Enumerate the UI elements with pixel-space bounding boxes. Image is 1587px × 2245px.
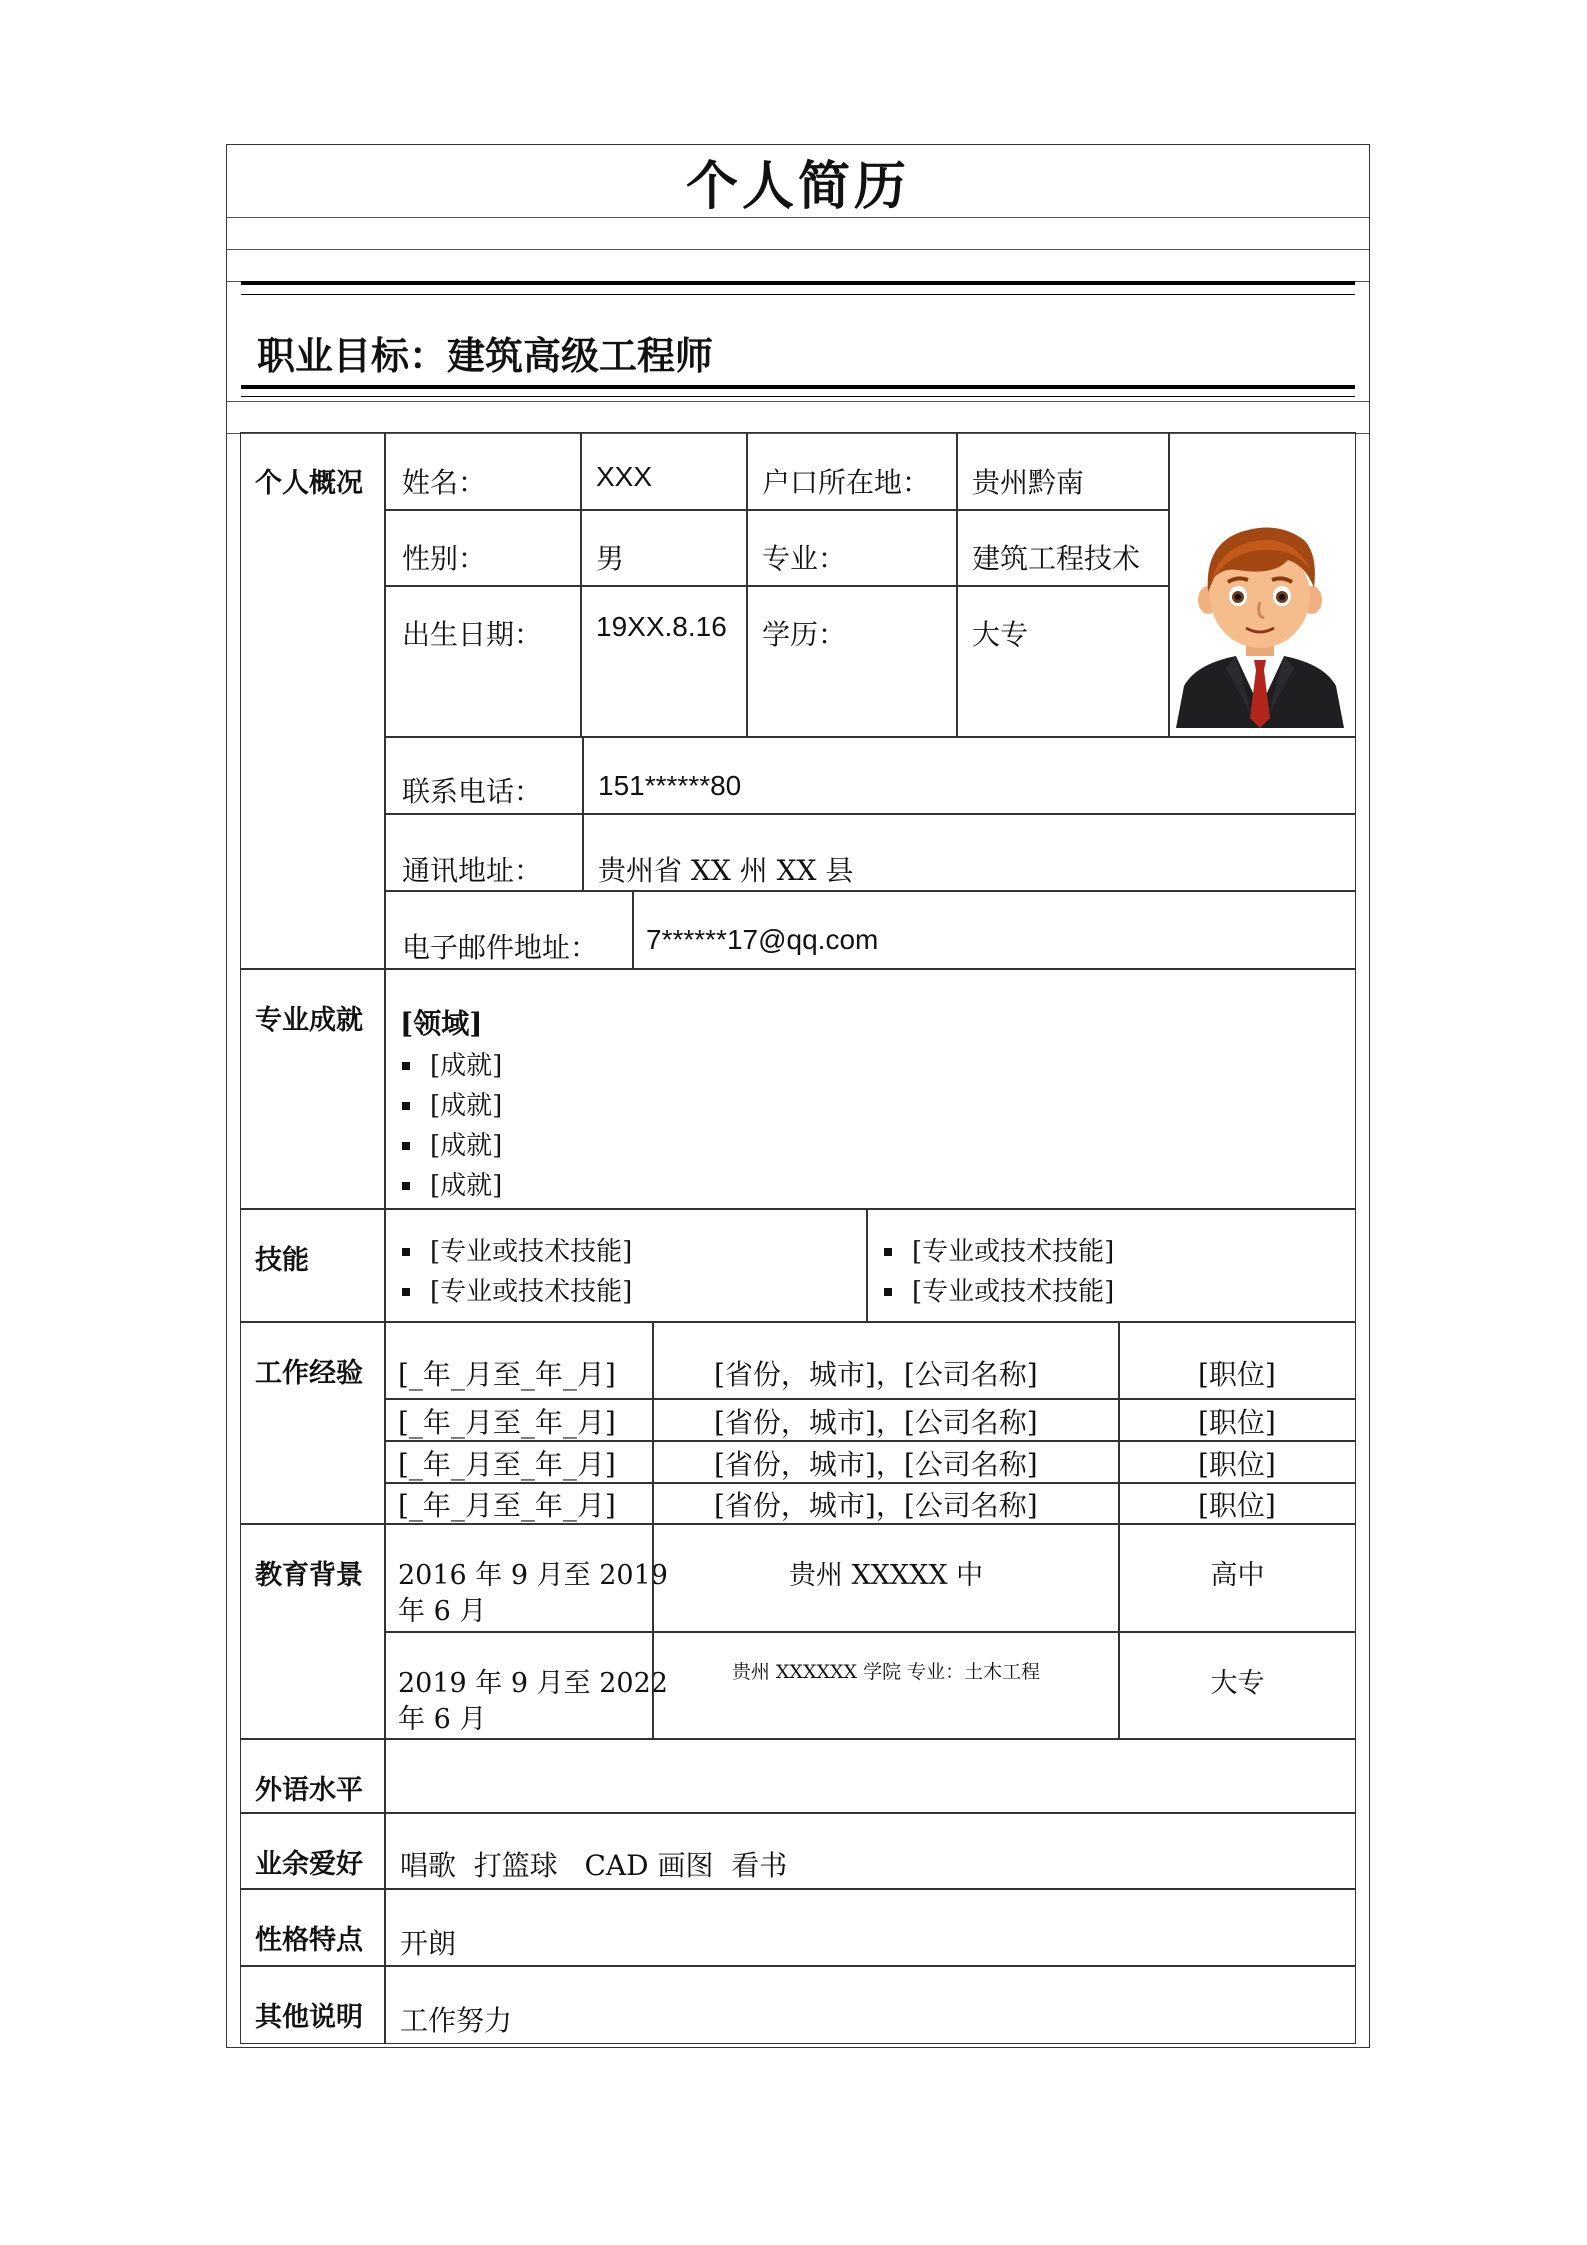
gender-label: 性别： bbox=[402, 542, 487, 575]
work-position: [职位] bbox=[1198, 1358, 1276, 1391]
work-company-cell bbox=[653, 1322, 1119, 1399]
section-label-achievements: 专业成就 bbox=[240, 969, 385, 1209]
work-position-cell bbox=[1119, 1483, 1356, 1524]
skill-item: [专业或技术技能] bbox=[882, 1272, 1114, 1312]
divider bbox=[227, 217, 1369, 218]
work-company: [省份，城市]，[公司名称] bbox=[714, 1489, 1038, 1522]
work-period-cell bbox=[385, 1441, 653, 1483]
work-position: [职位] bbox=[1198, 1489, 1276, 1522]
other-value: 工作努力 bbox=[400, 2004, 513, 2037]
birth-value: 19XX.8.16 bbox=[596, 611, 727, 642]
hobbies-value: 唱歌 打篮球 CAD 画图 看书 bbox=[400, 1849, 788, 1882]
name-label-cell bbox=[385, 432, 581, 510]
education-period-cell bbox=[385, 1524, 668, 1632]
phone-label-cell bbox=[385, 737, 583, 814]
degree-label-cell bbox=[747, 586, 957, 737]
work-period-cell bbox=[385, 1322, 653, 1399]
work-company-cell bbox=[653, 1399, 1119, 1441]
skill-item: [专业或技术技能] bbox=[400, 1232, 632, 1272]
personality-value-cell bbox=[385, 1889, 1356, 1966]
major-label-cell bbox=[747, 510, 957, 586]
phone-label: 联系电话： bbox=[402, 775, 543, 808]
section-label-language: 外语水平 bbox=[240, 1739, 385, 1813]
name-label: 姓名： bbox=[402, 466, 487, 499]
heading-rule bbox=[241, 396, 1355, 397]
work-period: [_年_月至_年_月] bbox=[398, 1358, 616, 1391]
education-school: 贵州 XXXXX 中 bbox=[788, 1560, 984, 1591]
resume-table bbox=[240, 432, 1356, 2045]
address-value-cell bbox=[583, 814, 1356, 891]
section-label-profile: 个人概况 bbox=[240, 432, 385, 969]
email-value: 7******17@qq.com bbox=[646, 924, 879, 955]
gender-value: 男 bbox=[596, 542, 625, 575]
degree-value-cell bbox=[957, 586, 1169, 737]
name-value: XXX bbox=[596, 461, 653, 492]
education-level: 高中 bbox=[1210, 1560, 1265, 1591]
achievement-item: [成就] bbox=[400, 1166, 502, 1206]
achievements-cell bbox=[385, 969, 1356, 1209]
education-period-line1: 2019 年 9 月至 2022 bbox=[398, 1668, 668, 1699]
skills-left-list bbox=[400, 1232, 632, 1312]
resume-title: 个人简历 bbox=[685, 156, 910, 217]
hukou-label: 户口所在地： bbox=[762, 466, 931, 499]
degree-value: 大专 bbox=[972, 618, 1029, 651]
birth-label: 出生日期： bbox=[402, 618, 543, 651]
work-company: [省份，城市]，[公司名称] bbox=[714, 1406, 1038, 1439]
address-value: 贵州省 XX 州 XX 县 bbox=[598, 854, 854, 887]
section-label-personality: 性格特点 bbox=[240, 1889, 385, 1966]
hukou-value-cell bbox=[957, 432, 1169, 510]
phone-value-cell bbox=[583, 737, 1356, 814]
major-value-cell bbox=[957, 510, 1169, 586]
skills-right-cell bbox=[867, 1209, 1356, 1322]
objective-value: 建筑高级工程师 bbox=[447, 334, 714, 378]
personality-value: 开朗 bbox=[400, 1927, 457, 1960]
skill-item: [专业或技术技能] bbox=[400, 1272, 632, 1312]
heading-rule bbox=[241, 294, 1355, 295]
education-school: 贵州 XXXXXX 学院 专业：土木工程 bbox=[731, 1661, 1041, 1683]
hukou-label-cell bbox=[747, 432, 957, 510]
education-level: 大专 bbox=[1210, 1668, 1265, 1699]
section-label-education: 教育背景 bbox=[240, 1524, 385, 1739]
name-value-cell bbox=[581, 432, 747, 510]
achievement-item: [成就] bbox=[400, 1046, 502, 1086]
work-position: [职位] bbox=[1198, 1406, 1276, 1439]
work-period-cell bbox=[385, 1483, 653, 1524]
section-label-work: 工作经验 bbox=[240, 1322, 385, 1524]
work-position: [职位] bbox=[1198, 1448, 1276, 1481]
major-label: 专业： bbox=[762, 542, 847, 575]
education-period-line1: 2016 年 9 月至 2019 bbox=[398, 1560, 668, 1591]
phone-value: 151******80 bbox=[598, 770, 742, 801]
heading-rule bbox=[241, 281, 1355, 285]
hukou-value: 贵州黔南 bbox=[972, 466, 1085, 499]
education-school-cell bbox=[653, 1524, 1119, 1632]
work-company-cell bbox=[653, 1483, 1119, 1524]
education-level-cell bbox=[1119, 1632, 1356, 1739]
hobbies-value-cell bbox=[385, 1813, 1356, 1889]
achievement-field: [领域] bbox=[400, 1007, 483, 1040]
work-company: [省份，城市]，[公司名称] bbox=[714, 1358, 1038, 1391]
achievement-item: [成就] bbox=[400, 1086, 502, 1126]
career-objective bbox=[257, 325, 713, 380]
gender-label-cell bbox=[385, 510, 581, 586]
education-period-line2: 年 6 月 bbox=[398, 1596, 487, 1627]
birth-label-cell bbox=[385, 586, 581, 737]
skill-item: [专业或技术技能] bbox=[882, 1232, 1114, 1272]
work-company: [省份，城市]，[公司名称] bbox=[714, 1448, 1038, 1481]
skills-right-list bbox=[882, 1232, 1114, 1312]
section-label-skills: 技能 bbox=[240, 1209, 385, 1322]
language-value-cell bbox=[385, 1739, 1356, 1813]
heading-rule bbox=[241, 385, 1355, 389]
work-period: [_年_月至_年_月] bbox=[398, 1406, 616, 1439]
other-value-cell bbox=[385, 1966, 1356, 2044]
objective-label: 职业目标： bbox=[257, 334, 448, 378]
work-position-cell bbox=[1119, 1441, 1356, 1483]
address-label: 通讯地址： bbox=[402, 854, 543, 887]
work-period: [_年_月至_年_月] bbox=[398, 1448, 616, 1481]
skills-left-cell bbox=[385, 1209, 867, 1322]
degree-label: 学历： bbox=[762, 618, 847, 651]
work-period-cell bbox=[385, 1399, 653, 1441]
email-value-cell bbox=[633, 891, 1356, 969]
avatar-man-in-suit-icon bbox=[1176, 518, 1344, 728]
email-label: 电子邮件地址： bbox=[402, 931, 599, 964]
section-label-hobbies: 业余爱好 bbox=[240, 1813, 385, 1889]
education-school-cell bbox=[653, 1632, 1119, 1739]
work-company-cell bbox=[653, 1441, 1119, 1483]
achievement-item: [成就] bbox=[400, 1126, 502, 1166]
education-level-cell bbox=[1119, 1524, 1356, 1632]
education-period-line2: 年 6 月 bbox=[398, 1704, 487, 1735]
email-label-cell bbox=[385, 891, 633, 969]
work-position-cell bbox=[1119, 1399, 1356, 1441]
birth-value-cell bbox=[581, 586, 747, 737]
education-period-cell bbox=[385, 1632, 668, 1739]
gender-value-cell bbox=[581, 510, 747, 586]
address-label-cell bbox=[385, 814, 583, 891]
work-position-cell bbox=[1119, 1322, 1356, 1399]
divider bbox=[227, 401, 1369, 402]
work-period: [_年_月至_年_月] bbox=[398, 1489, 616, 1522]
divider bbox=[227, 249, 1369, 250]
achievement-list bbox=[400, 1046, 502, 1206]
major-value: 建筑工程技术 bbox=[972, 542, 1141, 575]
section-label-other: 其他说明 bbox=[240, 1966, 385, 2044]
